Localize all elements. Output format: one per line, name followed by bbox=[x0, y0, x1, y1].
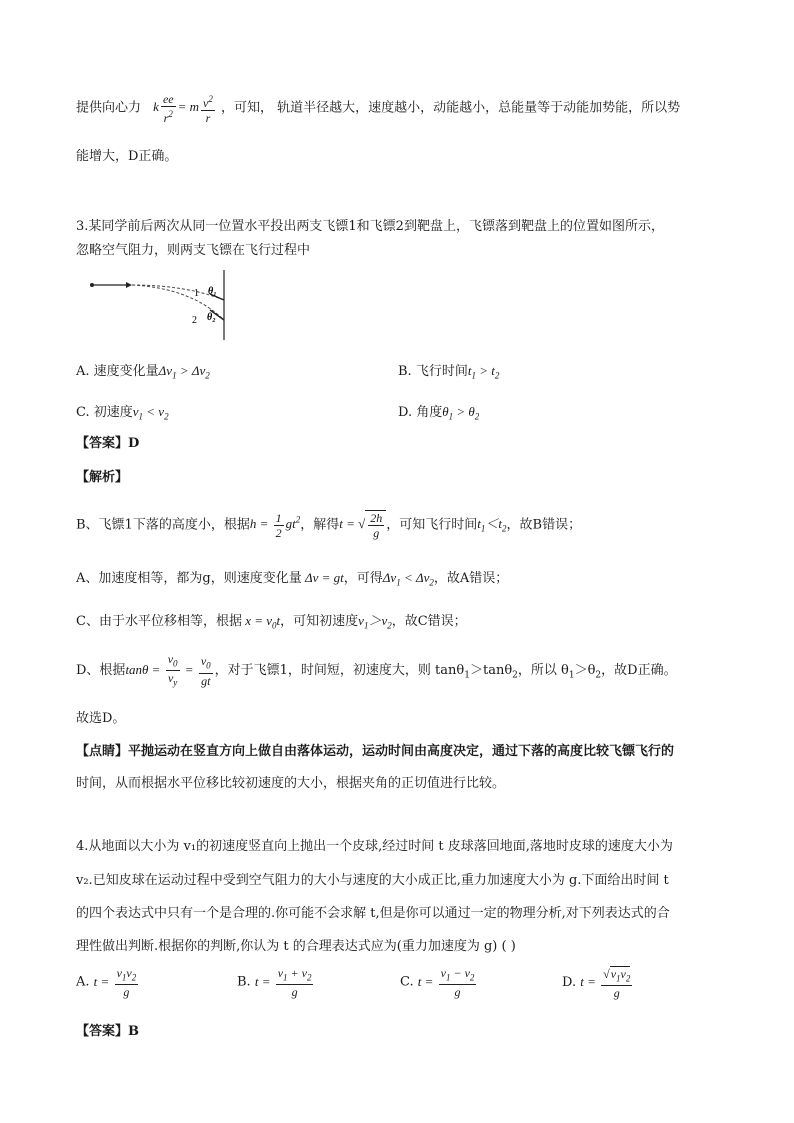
text-span: ，对于飞镖1，时间短，初速度大，则 tanθ bbox=[214, 662, 465, 678]
analysis-line-b bbox=[76, 510, 581, 540]
analysis-label: 【解析】 bbox=[76, 470, 129, 485]
text-span: ，故D正确。 bbox=[601, 662, 677, 678]
answer-label: 【答案】D bbox=[76, 436, 140, 451]
text-span: ，故B错误； bbox=[506, 517, 582, 533]
analysis-line-c bbox=[76, 610, 467, 631]
text-span: ，解得 bbox=[300, 517, 340, 533]
option-label: B. bbox=[237, 974, 251, 990]
question-stem: v₂.已知皮球在运动过程中受到空气阻力的大小与速度的大小成正比,重力加速度大小为 g.下面给出时间 t bbox=[76, 873, 669, 888]
dart-figure bbox=[86, 268, 246, 342]
option-text: C. 初速度 bbox=[76, 405, 133, 420]
arrow-head bbox=[126, 282, 132, 288]
text-span: D、根据 bbox=[76, 662, 126, 678]
option-formula: t = $\frac{v_1 + v_2}{g}$ bbox=[254, 966, 312, 1000]
question-stem: 理性做出判断.根据你的判断,你认为 t 的合理表达式应为(重力加速度为 g) ( ) bbox=[76, 939, 516, 954]
text-span: A、加速度相等，都为g，则速度变化量 bbox=[76, 571, 302, 586]
text-span: ，可知飞行时间 bbox=[386, 517, 478, 533]
option-text: B. 飞行时间 bbox=[398, 364, 468, 379]
fig-label-2: 2 bbox=[192, 315, 197, 326]
option-formula: t = $\frac{v_1 - v_2}{g}$ bbox=[417, 966, 475, 1000]
text-span: ＞tanθ bbox=[469, 662, 513, 678]
option-text: D. 角度 bbox=[398, 405, 443, 420]
answer-label: 【答案】B bbox=[76, 1024, 139, 1039]
text-span: 【点睛】平抛运动在竖直方向上做自由落体运动，运动时间由高度决定，通过下落的高度比较飞镖飞行的 bbox=[76, 744, 675, 759]
q4-option-c bbox=[400, 966, 478, 999]
option-formula: $v_1 < v_2$ bbox=[132, 404, 169, 422]
option-formula: t = $\frac{√v_1v_2}{g}$ bbox=[580, 967, 631, 1001]
q4-option-b bbox=[237, 966, 315, 999]
formula-dv: Δv = gt bbox=[301, 570, 344, 585]
text-span: B、飞镖1下落的高度小，根据 bbox=[76, 517, 250, 533]
formula-dv-compare: $\Delta v_1 < \Delta v_2$ bbox=[382, 570, 434, 588]
question-stem: 4.从地面以大小为 v₁的初速度竖直向上抛出一个皮球,经过时间 t 皮球落回地面,落地时皮球的速度大小为 bbox=[76, 839, 673, 854]
text-span: ，可知初速度 bbox=[280, 614, 359, 629]
option-formula: $\Delta v_1 > \Delta v_2$ bbox=[158, 363, 210, 381]
comment-line: 时间，从而根据水平位移比较初速度的大小，根据夹角的正切值进行比较。 bbox=[76, 776, 506, 791]
formula-h: h = $\frac{1}{2}$ $gt^2$ bbox=[249, 511, 301, 540]
text-span: ，故A错误； bbox=[433, 571, 509, 586]
text-span: ，故C错误； bbox=[391, 614, 467, 629]
option-text: A. 速度变化量 bbox=[76, 364, 159, 379]
text-span: ＞θ bbox=[574, 662, 596, 678]
q4-option-a bbox=[76, 966, 140, 999]
option-formula: $t_1 > t_2$ bbox=[467, 363, 500, 381]
question-stem: 3.某同学前后两次从同一位置水平投出两支飞镖1和飞镖2到靶盘上，飞镖落到靶盘上的位置如图所示， bbox=[76, 219, 664, 234]
option-formula: $\theta_1 > \theta_2$ bbox=[442, 404, 480, 422]
option-label: A. bbox=[76, 974, 90, 990]
comment-line bbox=[76, 740, 674, 759]
formula-centripetal: k $\frac{ee}{r^2}$ = m $\frac{v^2}{r}$ bbox=[153, 92, 213, 125]
formula-t: t = √ $\frac{2h}{g}$ bbox=[339, 516, 386, 531]
text-span: 提供向心力 bbox=[76, 100, 142, 116]
fig-theta-2: θ₂ bbox=[207, 312, 216, 323]
fig-label-1: 1 bbox=[194, 288, 199, 299]
option-label: C. bbox=[400, 974, 414, 990]
option-a bbox=[76, 360, 210, 381]
q4-option-d bbox=[562, 966, 634, 1000]
fig-theta-1: θ₁ bbox=[208, 286, 217, 297]
option-c bbox=[76, 401, 169, 422]
analysis-line-a bbox=[76, 567, 508, 588]
text-span: C、由于水平位移相等，根据 bbox=[76, 614, 242, 629]
option-d bbox=[398, 401, 479, 422]
paragraph-line: 能增大，D正确。 bbox=[76, 149, 178, 164]
question-stem: 忽略空气阻力，则两支飞镖在飞行过程中 bbox=[76, 243, 311, 258]
option-formula: t = $\frac{v_1v_2}{g}$ bbox=[93, 966, 137, 1000]
formula-v-compare: $v_1>v_2$ bbox=[358, 613, 392, 631]
conclusion: 故选D。 bbox=[76, 711, 126, 726]
text-span: ，可得 bbox=[343, 571, 383, 586]
formula-tan: tanθ = $\frac{v_0}{v_y}$ = $\frac{v_0}{gt}$ bbox=[125, 652, 211, 688]
option-label: D. bbox=[562, 975, 577, 991]
text-span: ，所以 θ bbox=[517, 662, 569, 678]
paragraph-line bbox=[76, 92, 680, 125]
formula-compare: $t_1<t_2$ bbox=[477, 516, 507, 535]
formula-x: $x = v_0t$ bbox=[241, 613, 281, 631]
analysis-line-d: D、根据tanθ = $\frac{v_0}{v_y}$ = $\frac{v_0}{gt}$ ，对于飞镖1，时间短，初速度大，则 tanθ$_1$＞tanθ$_2$，所以 $\theta_1>\theta_2$，故D正确。 bbox=[76, 652, 677, 688]
question-stem: 的四个表达式中只有一个是合理的.你可能不会求解 t,但是你可以通过一定的物理分析,对下列表达式的合 bbox=[76, 906, 670, 921]
text-span: ，可知， 轨道半径越大，速度越小，动能越小，总能量等于动能加势能，所以势 bbox=[220, 100, 681, 116]
option-b bbox=[398, 360, 499, 381]
